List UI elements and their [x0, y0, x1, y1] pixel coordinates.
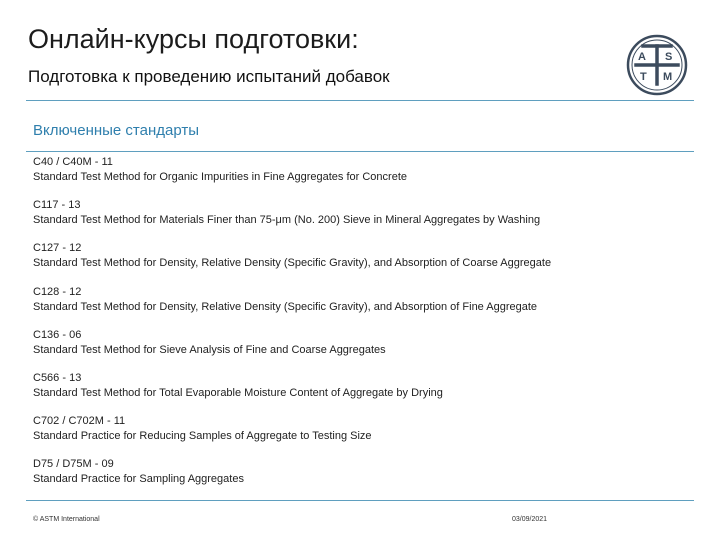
list-item — [33, 198, 551, 241]
standard-code: D75 / D75M - 09 — [33, 458, 114, 471]
standards-list — [33, 155, 551, 501]
list-item — [33, 285, 551, 328]
standard-title: Standard Practice for Reducing Samples of Aggregate to Testing Size — [33, 430, 372, 443]
standard-code: C127 - 12 — [33, 242, 82, 255]
list-item — [33, 371, 551, 414]
svg-text:A: A — [638, 51, 646, 63]
astm-logo-icon — [626, 34, 688, 96]
standard-code: C702 / C702M - 11 — [33, 415, 126, 428]
page-title: Онлайн-курсы подготовки: — [28, 24, 359, 54]
standard-code: C117 - 13 — [33, 199, 81, 212]
standard-code: C40 / C40M - 11 — [33, 156, 113, 168]
list-item — [33, 155, 551, 198]
svg-text:T: T — [640, 71, 647, 83]
standard-title: Standard Test Method for Organic Impurities in Fine Aggregates for Concrete — [33, 171, 407, 183]
section-divider — [26, 151, 694, 152]
section-title: Включенные стандарты — [33, 122, 200, 139]
standard-title: Standard Test Method for Materials Finer than 75-μm (No. 200) Sieve in Mineral Aggregates by Washing — [33, 214, 541, 227]
standard-title: Standard Test Method for Total Evaporable Moisture Content of Aggregate by Drying — [33, 386, 443, 399]
list-item — [33, 328, 551, 371]
footer-divider — [26, 500, 694, 501]
standard-title: Standard Practice for Sampling Aggregates — [33, 473, 244, 486]
footer-date: 03/09/2021 — [512, 516, 548, 523]
footer-copyright: © ASTM International — [33, 516, 100, 523]
standard-title: Standard Test Method for Density, Relative Density (Specific Gravity), and Absorption of Coarse Aggregate — [33, 257, 552, 270]
standard-title: Standard Test Method for Sieve Analysis of Fine and Coarse Aggregates — [33, 343, 386, 356]
svg-text:M: M — [663, 71, 673, 83]
standard-code: C566 - 13 — [33, 371, 82, 384]
svg-text:S: S — [665, 51, 673, 63]
standard-code: C136 - 06 — [33, 328, 82, 341]
header-divider — [26, 100, 694, 101]
list-item — [33, 414, 551, 457]
list-item — [33, 241, 551, 284]
standard-title: Standard Test Method for Density, Relative Density (Specific Gravity), and Absorption of Fine Aggregate — [33, 300, 538, 313]
standard-code: C128 - 12 — [33, 285, 82, 298]
list-item — [33, 457, 551, 500]
page-subtitle: Подготовка к проведению испытаний добавок — [28, 67, 390, 86]
